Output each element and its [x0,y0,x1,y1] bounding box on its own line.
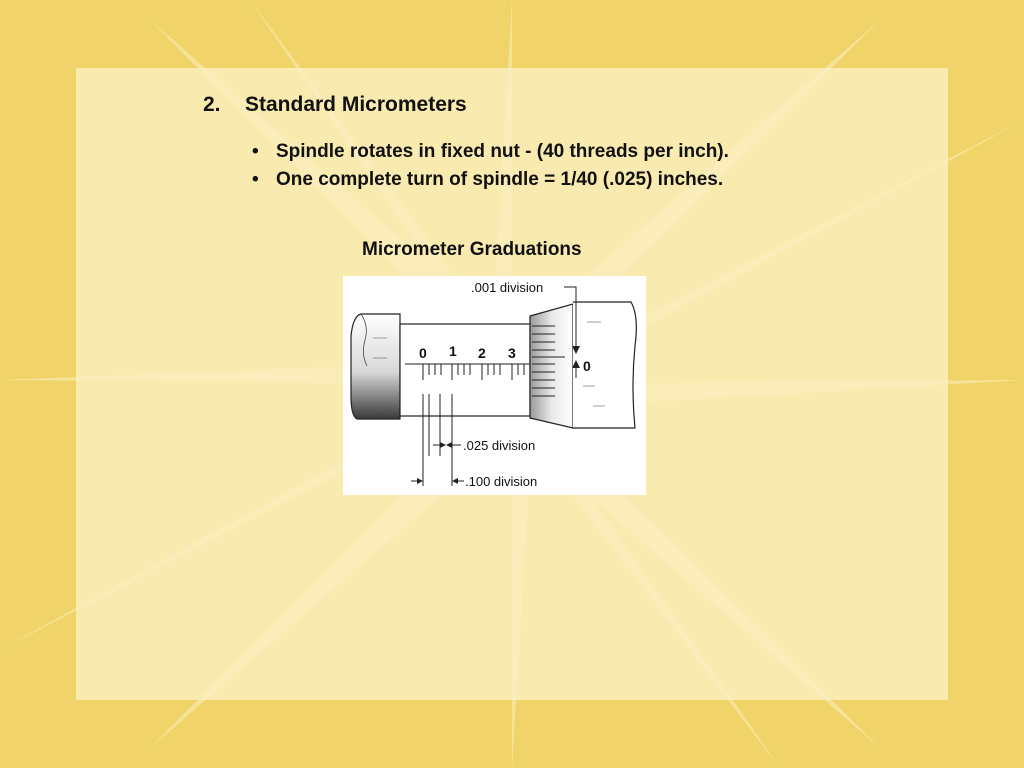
label-025-division: .025 division [463,438,536,453]
heading-number: 2. [203,93,221,116]
section-heading [203,93,467,117]
heading-text: Standard Micrometers [245,93,467,116]
figure-title: Micrometer Graduations [362,239,582,260]
bullet-text: Spindle rotates in fixed nut - (40 threads per inch). [276,141,729,162]
sleeve [400,324,530,416]
anvil [351,314,400,419]
bullet-list [250,138,729,194]
label-001-division: .001 division [471,280,544,295]
sleeve-number-3: 3 [508,345,516,361]
list-item [250,138,729,166]
bullet-text: One complete turn of spindle = 1/40 (.025) inches. [276,169,724,190]
label-100-division: .100 division [465,474,538,489]
sleeve-number-1: 1 [449,343,457,359]
sleeve-number-0: 0 [419,345,427,361]
thimble-zero-label: 0 [583,358,591,374]
sleeve-number-2: 2 [478,345,486,361]
bullet-icon: • [252,169,259,190]
bullet-icon: • [252,141,259,162]
micrometer-diagram [343,276,646,495]
list-item [250,166,729,194]
thimble [530,304,573,428]
